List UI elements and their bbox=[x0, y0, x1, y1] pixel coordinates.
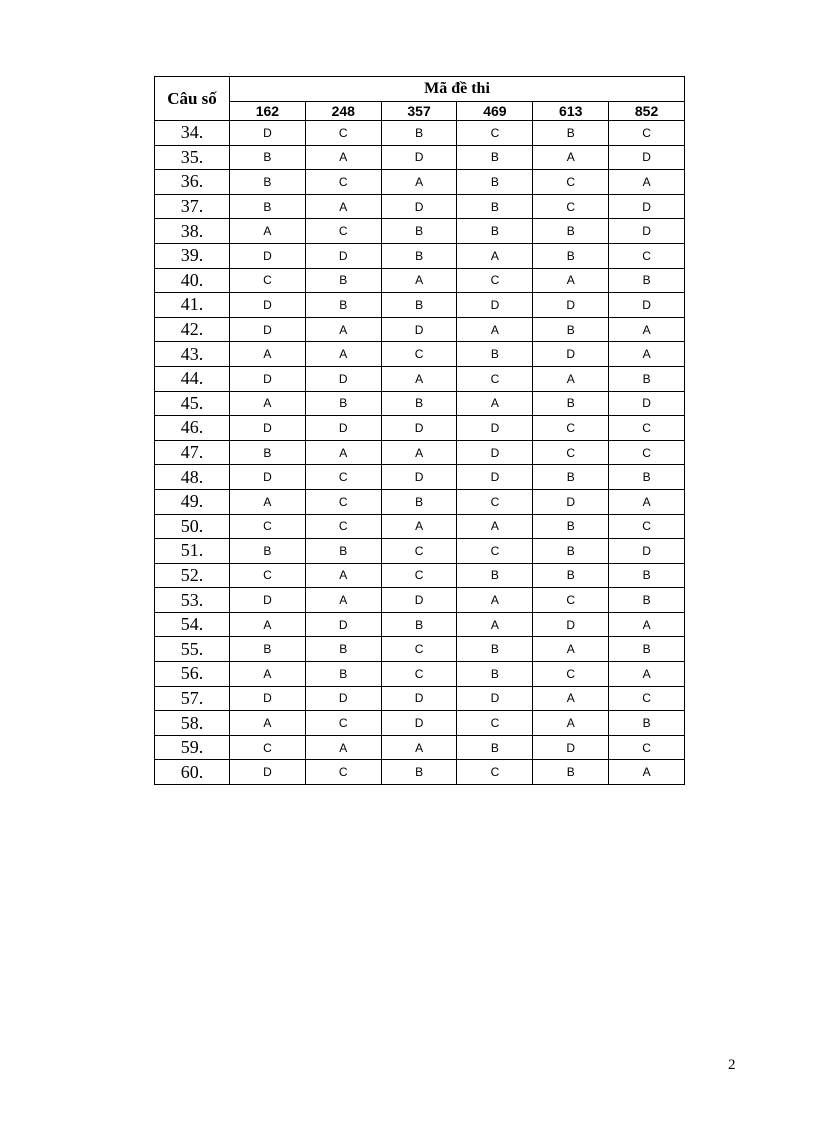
answer-cell: A bbox=[609, 662, 685, 687]
answer-cell: C bbox=[381, 662, 457, 687]
answer-cell: D bbox=[381, 465, 457, 490]
answer-cell: B bbox=[305, 539, 381, 564]
answer-cell: B bbox=[609, 588, 685, 613]
answer-cell: A bbox=[609, 489, 685, 514]
table-row bbox=[155, 588, 685, 613]
question-number-cell: 43. bbox=[155, 342, 230, 367]
answer-cell: A bbox=[533, 711, 609, 736]
answer-cell: C bbox=[381, 637, 457, 662]
answer-cell: C bbox=[457, 366, 533, 391]
answer-cell: C bbox=[609, 121, 685, 146]
answer-cell: D bbox=[533, 735, 609, 760]
answer-cell: B bbox=[533, 243, 609, 268]
answer-cell: B bbox=[305, 391, 381, 416]
answer-cell: C bbox=[457, 489, 533, 514]
answer-cell: B bbox=[230, 440, 306, 465]
table-row bbox=[155, 243, 685, 268]
question-number-cell: 60. bbox=[155, 760, 230, 785]
question-number-cell: 47. bbox=[155, 440, 230, 465]
question-number-cell: 36. bbox=[155, 170, 230, 195]
answer-cell: B bbox=[381, 391, 457, 416]
exam-code-cell: 852 bbox=[609, 102, 685, 121]
answer-cell: B bbox=[230, 145, 306, 170]
answer-cell: A bbox=[230, 489, 306, 514]
answer-cell: A bbox=[533, 145, 609, 170]
table-row bbox=[155, 662, 685, 687]
question-number-cell: 49. bbox=[155, 489, 230, 514]
answer-cell: C bbox=[305, 121, 381, 146]
answer-cell: A bbox=[457, 243, 533, 268]
answer-cell: C bbox=[230, 735, 306, 760]
answer-cell: D bbox=[305, 686, 381, 711]
answer-cell: D bbox=[381, 588, 457, 613]
table-row bbox=[155, 121, 685, 146]
answer-cell: B bbox=[609, 711, 685, 736]
answer-cell: D bbox=[230, 465, 306, 490]
answer-cell: A bbox=[609, 760, 685, 785]
answer-cell: B bbox=[609, 268, 685, 293]
answer-cell: C bbox=[305, 465, 381, 490]
answer-cell: B bbox=[457, 563, 533, 588]
table-row bbox=[155, 194, 685, 219]
exam-code-header: Mã đề thi bbox=[230, 77, 685, 102]
answer-cell: B bbox=[609, 563, 685, 588]
answer-cell: B bbox=[457, 662, 533, 687]
answer-cell: B bbox=[230, 637, 306, 662]
answer-cell: C bbox=[230, 563, 306, 588]
question-number-cell: 54. bbox=[155, 612, 230, 637]
answer-cell: D bbox=[609, 145, 685, 170]
exam-code-cell: 248 bbox=[305, 102, 381, 121]
question-number-cell: 44. bbox=[155, 366, 230, 391]
answer-cell: C bbox=[533, 170, 609, 195]
answer-cell: B bbox=[305, 637, 381, 662]
answer-cell: D bbox=[381, 416, 457, 441]
answer-cell: A bbox=[230, 391, 306, 416]
answer-cell: D bbox=[305, 366, 381, 391]
answer-cell: A bbox=[609, 170, 685, 195]
question-number-cell: 39. bbox=[155, 243, 230, 268]
answer-cell: A bbox=[457, 588, 533, 613]
answer-cell: C bbox=[305, 514, 381, 539]
answer-cell: D bbox=[381, 686, 457, 711]
answer-cell: B bbox=[457, 342, 533, 367]
table-row bbox=[155, 563, 685, 588]
answer-cell: C bbox=[305, 489, 381, 514]
question-number-cell: 34. bbox=[155, 121, 230, 146]
question-number-cell: 48. bbox=[155, 465, 230, 490]
answer-cell: D bbox=[305, 612, 381, 637]
question-number-header: Câu số bbox=[155, 77, 230, 121]
question-number-cell: 56. bbox=[155, 662, 230, 687]
answer-cell: A bbox=[609, 317, 685, 342]
answer-cell: D bbox=[230, 760, 306, 785]
table-row bbox=[155, 366, 685, 391]
answer-cell: B bbox=[230, 539, 306, 564]
table-row bbox=[155, 293, 685, 318]
answer-cell: C bbox=[381, 539, 457, 564]
answer-cell: C bbox=[533, 440, 609, 465]
answer-cell: A bbox=[381, 366, 457, 391]
table-row bbox=[155, 465, 685, 490]
answer-cell: B bbox=[609, 465, 685, 490]
answer-cell: A bbox=[533, 268, 609, 293]
answer-cell: C bbox=[305, 219, 381, 244]
page-number: 2 bbox=[728, 1057, 736, 1073]
answer-cell: B bbox=[381, 219, 457, 244]
answer-cell: C bbox=[230, 268, 306, 293]
answer-cell: A bbox=[381, 170, 457, 195]
answer-cell: B bbox=[457, 145, 533, 170]
answer-cell: C bbox=[305, 170, 381, 195]
answer-cell: C bbox=[457, 121, 533, 146]
table-row bbox=[155, 686, 685, 711]
answer-cell: C bbox=[609, 514, 685, 539]
answer-cell: A bbox=[533, 637, 609, 662]
question-number-cell: 35. bbox=[155, 145, 230, 170]
question-number-cell: 58. bbox=[155, 711, 230, 736]
answer-cell: A bbox=[609, 342, 685, 367]
question-number-cell: 55. bbox=[155, 637, 230, 662]
exam-code-cell: 357 bbox=[381, 102, 457, 121]
table-row bbox=[155, 735, 685, 760]
question-number-cell: 57. bbox=[155, 686, 230, 711]
answer-cell: C bbox=[609, 243, 685, 268]
answer-cell: D bbox=[305, 243, 381, 268]
answer-cell: A bbox=[230, 219, 306, 244]
answer-cell: D bbox=[609, 219, 685, 244]
question-number-cell: 53. bbox=[155, 588, 230, 613]
table-row bbox=[155, 219, 685, 244]
table-row bbox=[155, 612, 685, 637]
answer-cell: D bbox=[609, 539, 685, 564]
answer-cell: A bbox=[230, 342, 306, 367]
answer-cell: C bbox=[457, 268, 533, 293]
answer-cell: A bbox=[457, 391, 533, 416]
answer-cell: B bbox=[533, 563, 609, 588]
answer-cell: C bbox=[609, 686, 685, 711]
answer-cell: C bbox=[305, 760, 381, 785]
table-row bbox=[155, 440, 685, 465]
answer-rows bbox=[155, 121, 685, 785]
answer-cell: C bbox=[381, 563, 457, 588]
table-row bbox=[155, 342, 685, 367]
answer-cell: D bbox=[381, 194, 457, 219]
answer-cell: D bbox=[457, 416, 533, 441]
table-row bbox=[155, 170, 685, 195]
answer-cell: C bbox=[533, 416, 609, 441]
answer-cell: A bbox=[305, 735, 381, 760]
answer-cell: A bbox=[230, 711, 306, 736]
answer-cell: B bbox=[533, 539, 609, 564]
answer-cell: D bbox=[457, 686, 533, 711]
answer-cell: B bbox=[457, 219, 533, 244]
answer-cell: A bbox=[609, 612, 685, 637]
table-row bbox=[155, 391, 685, 416]
table-row bbox=[155, 416, 685, 441]
answer-cell: A bbox=[457, 612, 533, 637]
answer-cell: B bbox=[381, 121, 457, 146]
answer-cell: C bbox=[609, 416, 685, 441]
answer-cell: A bbox=[381, 735, 457, 760]
question-number-cell: 46. bbox=[155, 416, 230, 441]
table-row bbox=[155, 637, 685, 662]
table-row bbox=[155, 317, 685, 342]
answer-cell: B bbox=[381, 293, 457, 318]
answer-cell: A bbox=[305, 342, 381, 367]
answer-cell: D bbox=[457, 440, 533, 465]
answer-cell: D bbox=[381, 317, 457, 342]
answer-cell: B bbox=[533, 317, 609, 342]
answer-cell: C bbox=[457, 539, 533, 564]
table-row bbox=[155, 539, 685, 564]
answer-cell: D bbox=[230, 588, 306, 613]
answer-cell: A bbox=[457, 317, 533, 342]
answer-cell: B bbox=[457, 637, 533, 662]
exam-code-row bbox=[155, 102, 685, 121]
exam-code-cell: 162 bbox=[230, 102, 306, 121]
answer-cell: A bbox=[533, 366, 609, 391]
question-number-cell: 40. bbox=[155, 268, 230, 293]
answer-cell: A bbox=[305, 440, 381, 465]
answer-cell: B bbox=[533, 391, 609, 416]
answer-cell: B bbox=[533, 219, 609, 244]
answer-cell: A bbox=[305, 563, 381, 588]
answer-cell: C bbox=[457, 760, 533, 785]
answer-cell: D bbox=[381, 711, 457, 736]
table-row bbox=[155, 145, 685, 170]
answer-cell: D bbox=[230, 416, 306, 441]
question-number-cell: 37. bbox=[155, 194, 230, 219]
answer-cell: C bbox=[533, 588, 609, 613]
answer-cell: A bbox=[381, 440, 457, 465]
answer-cell: B bbox=[609, 637, 685, 662]
question-number-cell: 59. bbox=[155, 735, 230, 760]
answer-cell: D bbox=[533, 489, 609, 514]
question-number-cell: 42. bbox=[155, 317, 230, 342]
answer-cell: B bbox=[230, 170, 306, 195]
table-row bbox=[155, 268, 685, 293]
answer-cell: C bbox=[305, 711, 381, 736]
answer-cell: B bbox=[533, 760, 609, 785]
answer-cell: D bbox=[609, 194, 685, 219]
answer-cell: B bbox=[305, 662, 381, 687]
answer-cell: D bbox=[533, 612, 609, 637]
answer-cell: C bbox=[609, 440, 685, 465]
answer-cell: A bbox=[457, 514, 533, 539]
answer-cell: A bbox=[230, 612, 306, 637]
answer-cell: D bbox=[609, 391, 685, 416]
answer-cell: B bbox=[457, 170, 533, 195]
answer-cell: D bbox=[230, 243, 306, 268]
header-row-top bbox=[155, 77, 685, 102]
answer-cell: B bbox=[457, 735, 533, 760]
answer-cell: B bbox=[381, 243, 457, 268]
question-number-cell: 51. bbox=[155, 539, 230, 564]
answer-cell: B bbox=[381, 760, 457, 785]
exam-code-cell: 469 bbox=[457, 102, 533, 121]
answer-cell: A bbox=[305, 194, 381, 219]
answer-cell: D bbox=[230, 317, 306, 342]
answer-cell: A bbox=[533, 686, 609, 711]
answer-cell: D bbox=[230, 686, 306, 711]
table-row bbox=[155, 760, 685, 785]
answer-cell: C bbox=[381, 342, 457, 367]
answer-cell: C bbox=[609, 735, 685, 760]
answer-cell: C bbox=[533, 194, 609, 219]
answer-cell: D bbox=[457, 465, 533, 490]
question-number-cell: 38. bbox=[155, 219, 230, 244]
answer-cell: B bbox=[305, 268, 381, 293]
answer-cell: D bbox=[230, 121, 306, 146]
answer-cell: B bbox=[533, 514, 609, 539]
answer-cell: D bbox=[230, 293, 306, 318]
exam-code-cell: 613 bbox=[533, 102, 609, 121]
answer-cell: D bbox=[609, 293, 685, 318]
table-row bbox=[155, 711, 685, 736]
answer-cell: D bbox=[533, 342, 609, 367]
answer-cell: A bbox=[305, 145, 381, 170]
table-header bbox=[155, 77, 685, 121]
answer-cell: B bbox=[533, 121, 609, 146]
answer-cell: B bbox=[609, 366, 685, 391]
table-row bbox=[155, 489, 685, 514]
answer-cell: B bbox=[457, 194, 533, 219]
answer-cell: A bbox=[305, 588, 381, 613]
answer-cell: B bbox=[533, 465, 609, 490]
answer-cell: C bbox=[533, 662, 609, 687]
answer-cell: A bbox=[381, 268, 457, 293]
question-number-cell: 50. bbox=[155, 514, 230, 539]
answer-cell: C bbox=[230, 514, 306, 539]
answer-cell: B bbox=[381, 612, 457, 637]
answer-cell: D bbox=[381, 145, 457, 170]
answer-cell: C bbox=[457, 711, 533, 736]
question-number-cell: 52. bbox=[155, 563, 230, 588]
answer-cell: D bbox=[230, 366, 306, 391]
answer-cell: A bbox=[230, 662, 306, 687]
answer-cell: D bbox=[533, 293, 609, 318]
question-number-cell: 41. bbox=[155, 293, 230, 318]
question-number-cell: 45. bbox=[155, 391, 230, 416]
answer-key-table bbox=[154, 76, 685, 785]
answer-cell: A bbox=[381, 514, 457, 539]
answer-cell: B bbox=[230, 194, 306, 219]
answer-cell: B bbox=[305, 293, 381, 318]
answer-cell: D bbox=[457, 293, 533, 318]
answer-cell: A bbox=[305, 317, 381, 342]
answer-cell: B bbox=[381, 489, 457, 514]
answer-cell: D bbox=[305, 416, 381, 441]
table-row bbox=[155, 514, 685, 539]
